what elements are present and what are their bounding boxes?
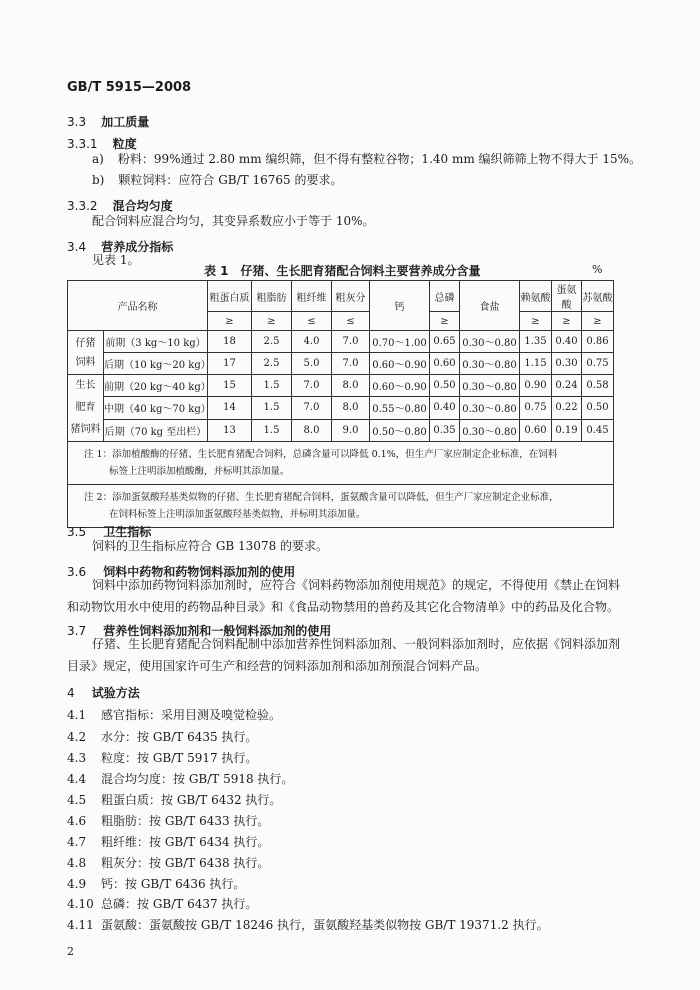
- symbol-cell: ≥: [208, 312, 252, 331]
- section-4-heading: 4 试验方法: [67, 686, 140, 700]
- section-3-3-heading: 3.3 加工质量: [67, 115, 150, 129]
- value-cell: 5.0: [292, 353, 332, 375]
- value-cell: 0.60: [430, 353, 460, 375]
- value-cell: 1.5: [252, 397, 292, 419]
- table-note-1: 注 1：添加植酸酶的仔猪、生长肥育猪配合饲料，总磷含量可以降低 0.1%，但生产厂家应制定企业标准，在饲料 标签上注明添加植酸酶，并标明其添加量。: [68, 442, 614, 485]
- value-cell: 7.0: [292, 397, 332, 419]
- value-cell: 1.15: [520, 353, 552, 375]
- stage-cell: 中期（40 kg～70 kg）: [104, 397, 208, 419]
- table-row: [68, 419, 614, 441]
- value-cell: 8.0: [292, 419, 332, 441]
- value-cell: 0.58: [582, 375, 614, 397]
- value-cell: 7.0: [292, 375, 332, 397]
- value-cell: 0.86: [582, 331, 614, 353]
- stage-cell: 后期（70 kg 至出栏）: [104, 419, 208, 441]
- value-cell: 2.5: [252, 353, 292, 375]
- method-item: 4.7 粗纤维：按 GB/T 6434 执行。: [67, 835, 270, 849]
- value-cell: 0.30～0.80: [460, 397, 520, 419]
- value-cell: 4.0: [292, 331, 332, 353]
- method-item: 4.11 蛋氨酸：蛋氨酸按 GB/T 18246 执行，蛋氨酸羟基类似物按 GB/T 19371.2 执行。: [67, 918, 549, 932]
- table-1-unit: %: [592, 263, 603, 276]
- section-3-6-line-1: 饲料中添加药物饲料添加剂时，应符合《饲料药物添加剂使用规范》的规定，不得使用《禁止在饲料: [92, 578, 621, 592]
- value-cell: 8.0: [332, 375, 370, 397]
- standard-number: GB/T 5915—2008: [67, 80, 192, 95]
- header-salt: 食盐: [460, 281, 520, 331]
- value-cell: 0.50: [430, 375, 460, 397]
- value-cell: 0.65: [430, 331, 460, 353]
- section-3-3-1-heading: 3.3.1 粒度: [67, 137, 137, 151]
- value-cell: 0.75: [520, 397, 552, 419]
- table-header-row: [68, 281, 614, 312]
- value-cell: 13: [208, 419, 252, 441]
- table-1-title: 表 1 仔猪、生长肥育猪配合饲料主要营养成分含量: [204, 264, 481, 278]
- value-cell: 8.0: [332, 397, 370, 419]
- value-cell: 0.50～0.80: [370, 419, 430, 441]
- header-crude-protein: 粗蛋白质: [208, 281, 252, 312]
- table-note-row: [68, 442, 614, 485]
- method-item: 4.9 钙：按 GB/T 6436 执行。: [67, 877, 246, 891]
- value-cell: 17: [208, 353, 252, 375]
- value-cell: 0.75: [582, 353, 614, 375]
- header-total-phosphorus: 总磷: [430, 281, 460, 312]
- value-cell: 0.30: [552, 353, 582, 375]
- group-piglet: 仔猪 饲料: [68, 331, 104, 375]
- value-cell: 0.40: [430, 397, 460, 419]
- value-cell: 1.35: [520, 331, 552, 353]
- section-3-7-line-1: 仔猪、生长肥育猪配合饲料配制中添加营养性饲料添加剂、一般饲料添加剂时，应依据《饲料添加剂: [92, 637, 621, 651]
- section-3-3-2-heading: 3.3.2 混合均匀度: [67, 199, 173, 213]
- value-cell: 0.50: [582, 397, 614, 419]
- table-row: [68, 397, 614, 419]
- method-item: 4.6 粗脂肪：按 GB/T 6433 执行。: [67, 814, 270, 828]
- value-cell: 0.30～0.80: [460, 419, 520, 441]
- value-cell: 2.5: [252, 331, 292, 353]
- section-3-5-heading: 3.5 卫生指标: [67, 525, 152, 539]
- group-grower-finisher: 生长 肥育 猪饲料: [68, 375, 104, 442]
- value-cell: 0.70～1.00: [370, 331, 430, 353]
- value-cell: 14: [208, 397, 252, 419]
- section-3-4-text: 见表 1。: [92, 253, 140, 267]
- value-cell: 0.60～0.90: [370, 375, 430, 397]
- header-methionine: 蛋氨酸: [552, 281, 582, 312]
- header-crude-fiber: 粗纤维: [292, 281, 332, 312]
- value-cell: 0.55～0.80: [370, 397, 430, 419]
- section-3-7-line-2: 目录》规定，使用国家许可生产和经营的饲料添加剂和添加剂预混合饲料产品。: [67, 659, 488, 673]
- value-cell: 9.0: [332, 419, 370, 441]
- value-cell: 0.60: [520, 419, 552, 441]
- page-number: 2: [67, 945, 74, 958]
- value-cell: 7.0: [332, 331, 370, 353]
- value-cell: 0.60～0.90: [370, 353, 430, 375]
- section-3-6-heading: 3.6 饲料中药物和药物饲料添加剂的使用: [67, 565, 296, 579]
- stage-cell: 后期（10 kg～20 kg）: [104, 353, 208, 375]
- nutrition-table: [67, 280, 614, 528]
- header-crude-ash: 粗灰分: [332, 281, 370, 312]
- method-item: 4.2 水分：按 GB/T 6435 执行。: [67, 730, 258, 744]
- method-item: 4.10 总磷：按 GB/T 6437 执行。: [67, 897, 258, 911]
- value-cell: 0.35: [430, 419, 460, 441]
- method-item: 4.3 粒度：按 GB/T 5917 执行。: [67, 751, 258, 765]
- value-cell: 0.24: [552, 375, 582, 397]
- value-cell: 18: [208, 331, 252, 353]
- header-crude-fat: 粗脂肪: [252, 281, 292, 312]
- symbol-cell: ≥: [552, 312, 582, 331]
- stage-cell: 前期（3 kg～10 kg）: [104, 331, 208, 353]
- header-lysine: 赖氨酸: [520, 281, 552, 312]
- value-cell: 0.40: [552, 331, 582, 353]
- section-3-3-2-text: 配合饲料应混合均匀，其变异系数应小于等于 10%。: [92, 214, 375, 228]
- header-product-name: 产品名称: [68, 281, 208, 331]
- section-3-6-line-2: 和动物饮用水中使用的药物品种目录》和《食品动物禁用的兽药及其它化合物清单》中的药品及化合物。: [67, 600, 620, 614]
- list-item-b: b) 颗粒饲料：应符合 GB/T 16765 的要求。: [92, 173, 343, 187]
- table-row: [68, 353, 614, 375]
- table-note-2: 注 2：添加蛋氨酸羟基类似物的仔猪、生长肥育猪配合饲料，蛋氨酸含量可以降低，但生产厂家应制定企业标准， 在饲料标签上注明添加蛋氨酸羟基类似物，并标明其添加量。: [68, 485, 614, 528]
- value-cell: 0.19: [552, 419, 582, 441]
- value-cell: 1.5: [252, 375, 292, 397]
- value-cell: 0.45: [582, 419, 614, 441]
- header-calcium: 钙: [370, 281, 430, 331]
- stage-cell: 前期（20 kg～40 kg）: [104, 375, 208, 397]
- table-row: [68, 375, 614, 397]
- symbol-cell: ≤: [292, 312, 332, 331]
- method-item: 4.4 混合均匀度：按 GB/T 5918 执行。: [67, 772, 294, 786]
- value-cell: 0.22: [552, 397, 582, 419]
- section-3-5-text: 饲料的卫生指标应符合 GB 13078 的要求。: [92, 539, 329, 553]
- symbol-cell: ≥: [430, 312, 460, 331]
- symbol-cell: ≥: [582, 312, 614, 331]
- header-threonine: 苏氨酸: [582, 281, 614, 312]
- method-item: 4.8 粗灰分：按 GB/T 6438 执行。: [67, 856, 270, 870]
- section-3-4-heading: 3.4 营养成分指标: [67, 240, 174, 254]
- value-cell: 7.0: [332, 353, 370, 375]
- table-row: [68, 331, 614, 353]
- section-3-7-heading: 3.7 营养性饲料添加剂和一般饲料添加剂的使用: [67, 624, 332, 638]
- symbol-cell: ≤: [332, 312, 370, 331]
- value-cell: 0.30～0.80: [460, 331, 520, 353]
- symbol-cell: ≥: [520, 312, 552, 331]
- method-item: 4.5 粗蛋白质：按 GB/T 6432 执行。: [67, 793, 282, 807]
- list-item-a: a) 粉料：99%通过 2.80 mm 编织筛，但不得有整粒谷物；1.40 mm 编织筛筛上物不得大于 15%。: [92, 152, 642, 166]
- method-item: 4.1 感官指标：采用目测及嗅觉检验。: [67, 708, 282, 722]
- value-cell: 0.30～0.80: [460, 375, 520, 397]
- symbol-cell: ≥: [252, 312, 292, 331]
- value-cell: 15: [208, 375, 252, 397]
- value-cell: 1.5: [252, 419, 292, 441]
- value-cell: 0.30～0.80: [460, 353, 520, 375]
- value-cell: 0.90: [520, 375, 552, 397]
